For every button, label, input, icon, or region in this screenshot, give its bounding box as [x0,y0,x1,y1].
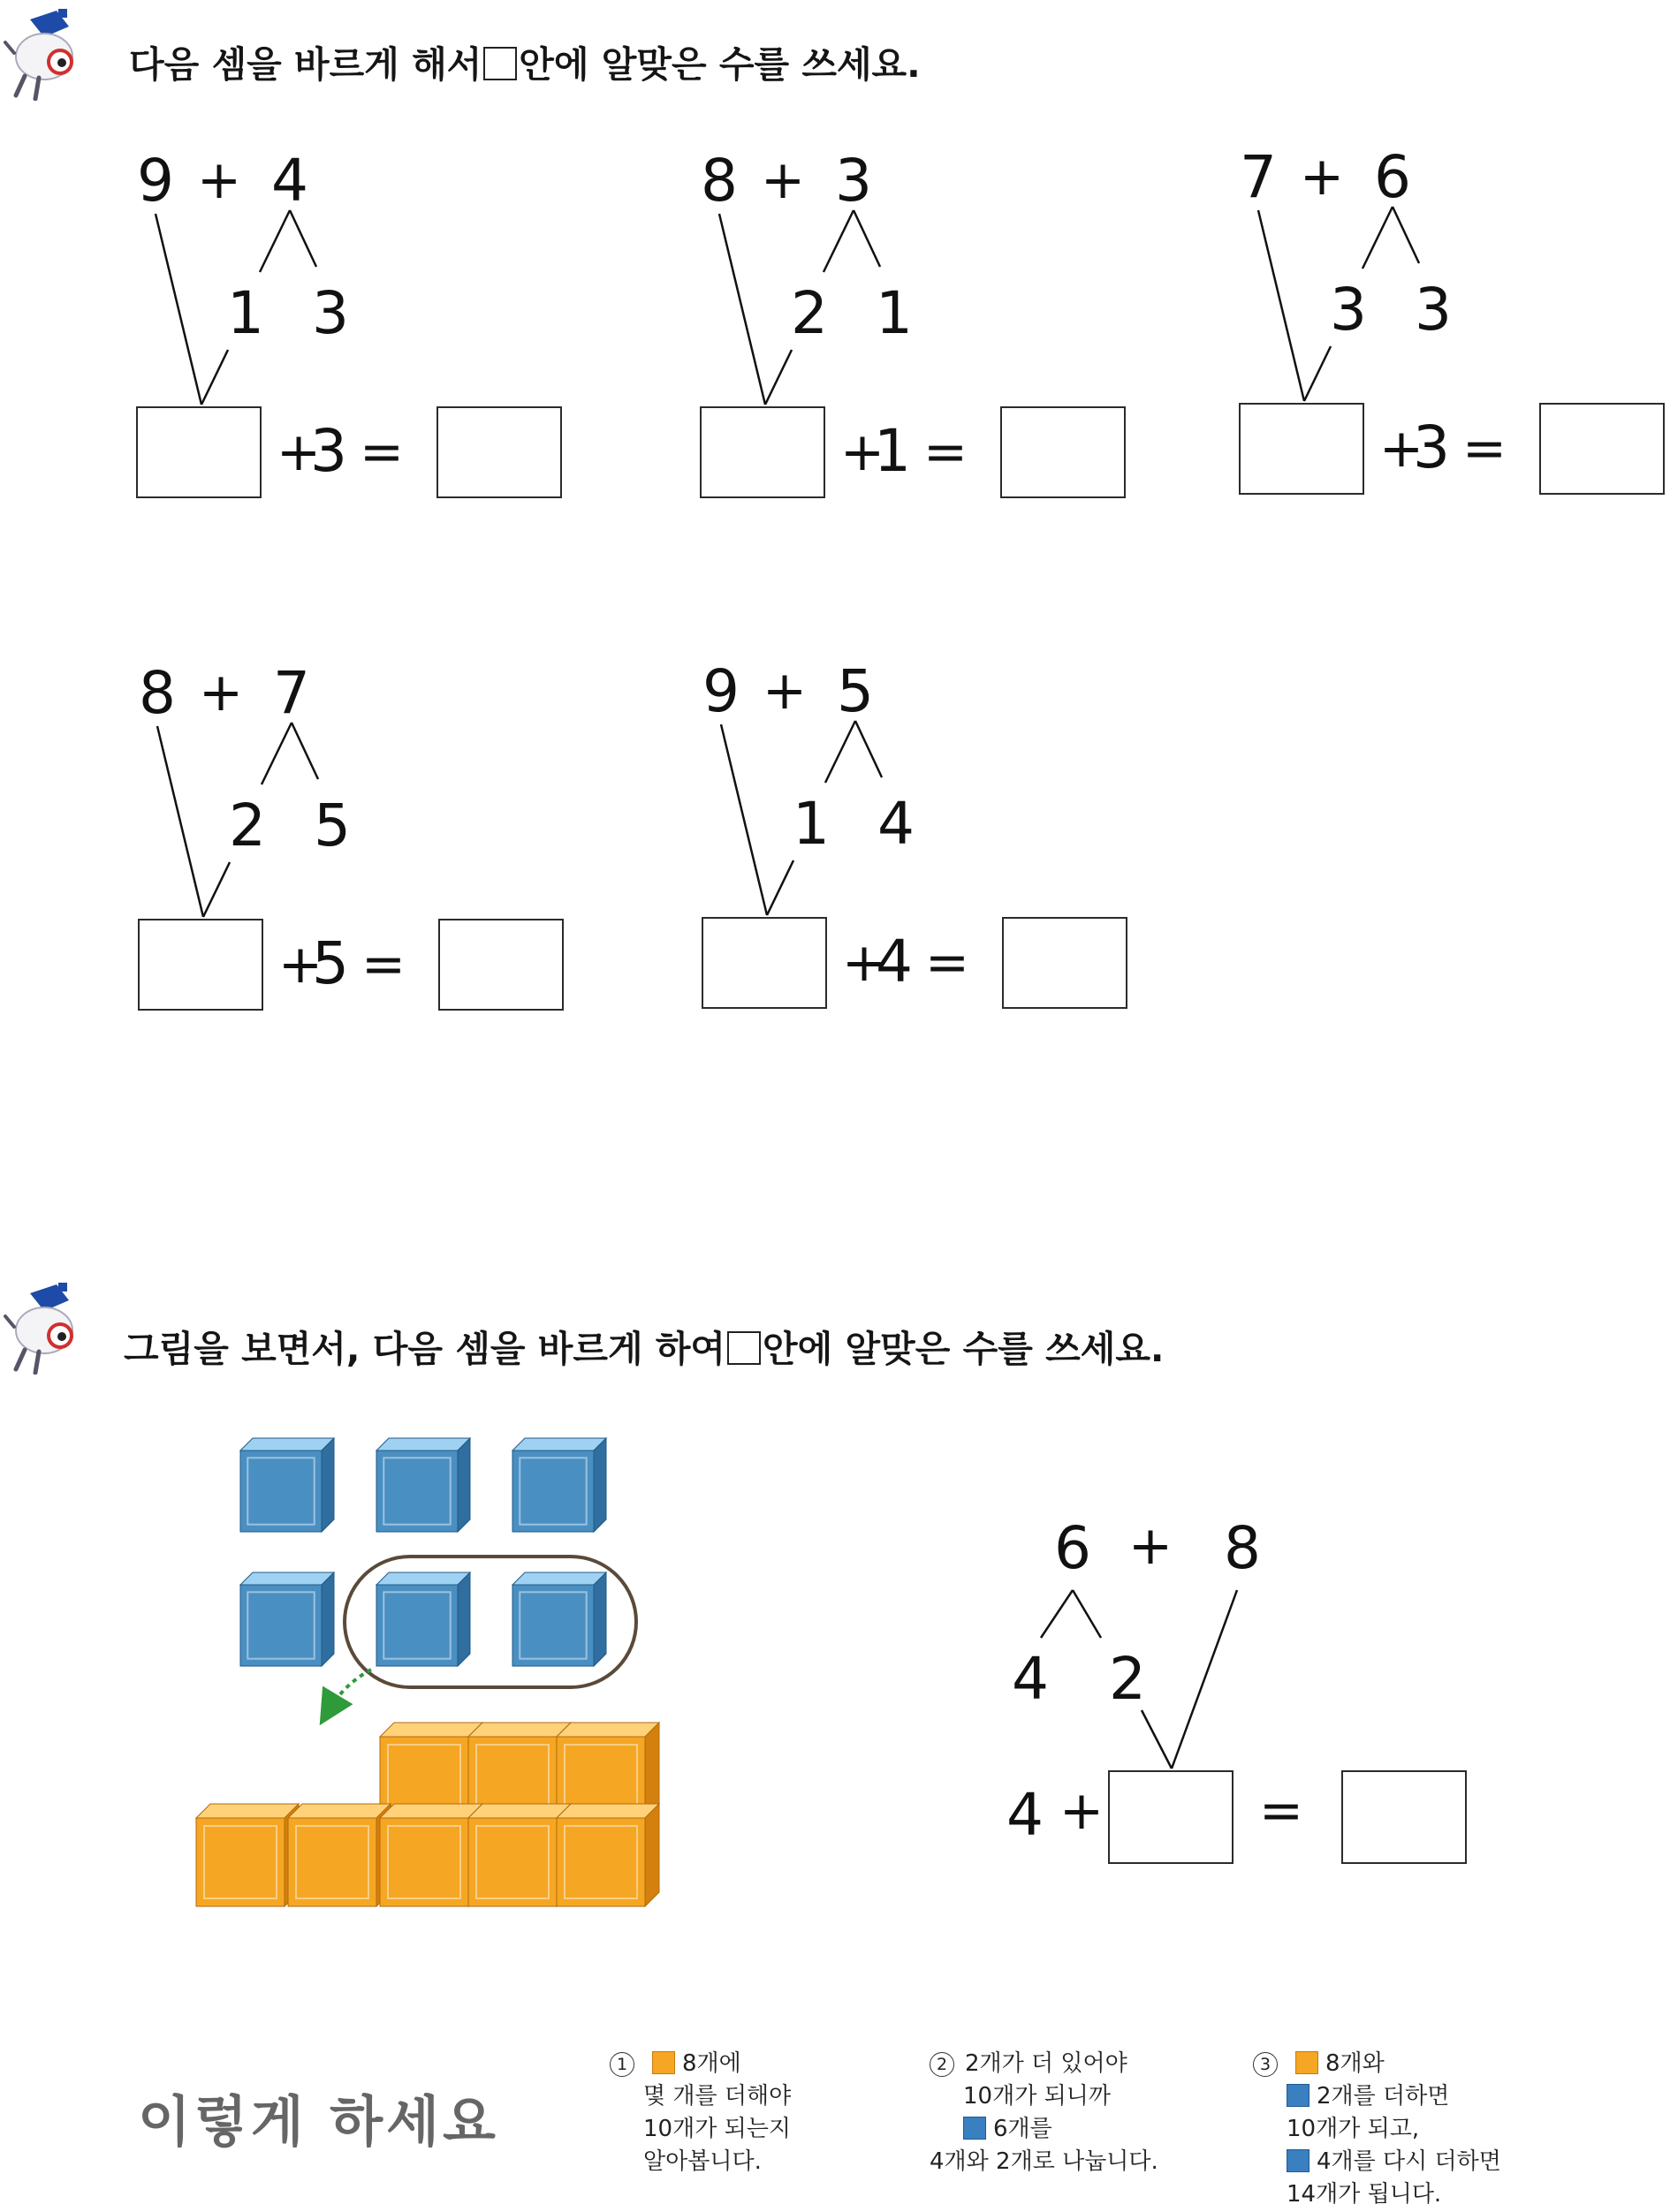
cube-svg [186,1422,680,1935]
split-right: 3 [1415,276,1452,344]
answer-box-result[interactable] [1341,1770,1467,1864]
answer-box-result[interactable] [1539,403,1665,495]
blue-cube [240,1572,334,1666]
equals-sign: = [924,932,970,994]
instruction-1-pre: 다음 셈을 바르게 해서 [129,43,482,86]
answer-box-sample [483,47,517,80]
addend-b: 5 [837,657,874,725]
answer-box-ten[interactable] [1239,403,1364,495]
guide-step-2-text-2: 10개가 되니까 [963,2083,1111,2110]
guide-step-3-text-4: 4개를 다시 더하면 [1317,2148,1501,2175]
plus-sign: + [198,662,244,723]
answer-box-result[interactable] [1000,406,1126,498]
addend-b: 6 [1374,143,1411,211]
blue-cube-icon [1287,2084,1309,2107]
plus-value: 4 [876,928,913,996]
addend-a: 7 [1240,143,1277,211]
instruction-2-pre: 그림을 보면서, 다음 셈을 바르게 하여 [124,1328,726,1370]
plus-sign: + [841,932,887,994]
guide-step-3-line-4 [1253,2146,1501,2178]
guide-step-3-text-5: 14개가 됩니다. [1287,2181,1442,2208]
instruction-2-post: 안에 알맞은 수를 쓰세요. [763,1328,1165,1370]
orange-cube [196,1804,299,1906]
move-arrow-icon [329,1670,371,1710]
plus-sign: + [1299,146,1345,208]
plus-value: 1 [874,417,911,485]
split-left: 2 [229,792,266,860]
answer-box-ten[interactable] [136,406,262,498]
plus-value: 3 [1413,413,1450,481]
problem-2 [687,141,1182,548]
problem-4 [125,654,620,1060]
guide-step-3-line-2 [1253,2080,1501,2113]
orange-cube-icon [1295,2051,1318,2074]
answer-box-sample [727,1331,761,1365]
plus-sign: + [277,934,323,996]
orange-cube [380,1804,482,1906]
split-right: 5 [314,792,351,860]
addend-a: 9 [702,657,740,725]
plus-sign: + [762,660,808,722]
split-left: 1 [793,790,830,858]
answer-box-ten[interactable] [702,917,827,1009]
orange-cube [557,1804,659,1906]
mascot-icon [4,1281,85,1375]
split-right: 2 [1109,1645,1146,1713]
split-right: 4 [877,790,915,858]
blue-cube-icon [963,2117,986,2140]
instruction-1-post: 안에 알맞은 수를 쓰세요. [519,43,921,86]
first-addend: 4 [1006,1781,1044,1849]
guide-step-3-text-2: 2개를 더하면 [1317,2083,1450,2110]
split-right: 3 [312,279,349,347]
guide-step-1-line-1 [610,2048,791,2080]
guide-step-2-text-1: 2개가 더 있어야 [965,2050,1127,2077]
problem-6 [963,1502,1493,1890]
plus-sign: + [1127,1515,1173,1577]
split-left: 1 [227,279,264,347]
blue-cube [376,1572,470,1666]
plus-sign: + [760,149,806,211]
blue-cube [376,1438,470,1532]
answer-box-addend[interactable] [1108,1770,1234,1864]
plus-sign: + [1059,1780,1104,1842]
problem-3 [1226,138,1670,544]
answer-box-result[interactable] [436,406,562,498]
guide-step-2-text-4: 4개와 2개로 나눕니다. [930,2148,1158,2175]
step-marker: 2 [930,2052,954,2077]
guide-step-3-text-1: 8개와 [1325,2050,1385,2077]
orange-cube-icon [652,2051,675,2074]
plus-value: 5 [312,929,349,997]
guide-step-1-text-3: 10개가 되는지 [643,2116,791,2142]
split-left: 3 [1330,276,1367,344]
addend-b: 4 [271,147,308,215]
instruction-1 [129,35,921,87]
plus-sign: + [1378,418,1424,480]
guide-step-2 [930,2048,1158,2178]
guide-title: 이렇게 하세요 [138,2089,499,2154]
blue-cube-icon [1287,2149,1309,2172]
addend-b: 3 [835,147,872,215]
orange-cube [468,1804,571,1906]
addend-b: 8 [1224,1514,1261,1582]
answer-box-ten[interactable] [700,406,825,498]
addend-a: 6 [1054,1514,1091,1582]
guide-step-3 [1253,2048,1501,2211]
addend-a: 8 [701,147,738,215]
split-left: 2 [791,279,828,347]
split-right: 1 [876,279,913,347]
step-marker: 3 [1253,2052,1278,2077]
split-left: 4 [1012,1645,1049,1713]
guide-step-2-line-1 [930,2048,1158,2080]
blue-cube [512,1438,606,1532]
orange-cube [288,1804,391,1906]
equals-sign: = [1461,418,1507,480]
equals-sign: = [922,421,968,483]
addend-b: 7 [273,659,310,727]
plus-sign: + [276,421,322,483]
addend-a: 8 [139,659,176,727]
guide-step-1 [610,2048,791,2178]
guide-step-3-line-1 [1253,2048,1501,2080]
problem-1 [124,141,619,548]
guide-step-2-text-3: 6개를 [993,2116,1052,2142]
equals-sign: = [1258,1780,1304,1842]
answer-box-ten[interactable] [138,919,263,1011]
problem-5 [689,652,1184,1058]
plus-sign: + [839,421,885,483]
cube-illustration [186,1422,680,1935]
instruction-2 [124,1320,1165,1372]
guide-step-1-text-1: 8개에 [682,2050,741,2077]
plus-sign: + [196,149,242,211]
equals-sign: = [359,421,405,483]
guide-step-2-line-3 [930,2113,1158,2146]
blue-cube [512,1572,606,1666]
plus-value: 3 [310,417,347,485]
mascot-icon [4,7,85,101]
guide-step-1-text-2: 몇 개를 더해야 [643,2083,792,2110]
guide-step-1-text-4: 알아봅니다. [643,2148,762,2175]
answer-box-result[interactable] [1002,917,1127,1009]
equals-sign: = [361,934,406,996]
guide-step-3-text-3: 10개가 되고, [1287,2116,1420,2142]
step-marker: 1 [610,2052,634,2077]
answer-box-result[interactable] [438,919,564,1011]
addend-a: 9 [137,147,174,215]
blue-cube [240,1438,334,1532]
